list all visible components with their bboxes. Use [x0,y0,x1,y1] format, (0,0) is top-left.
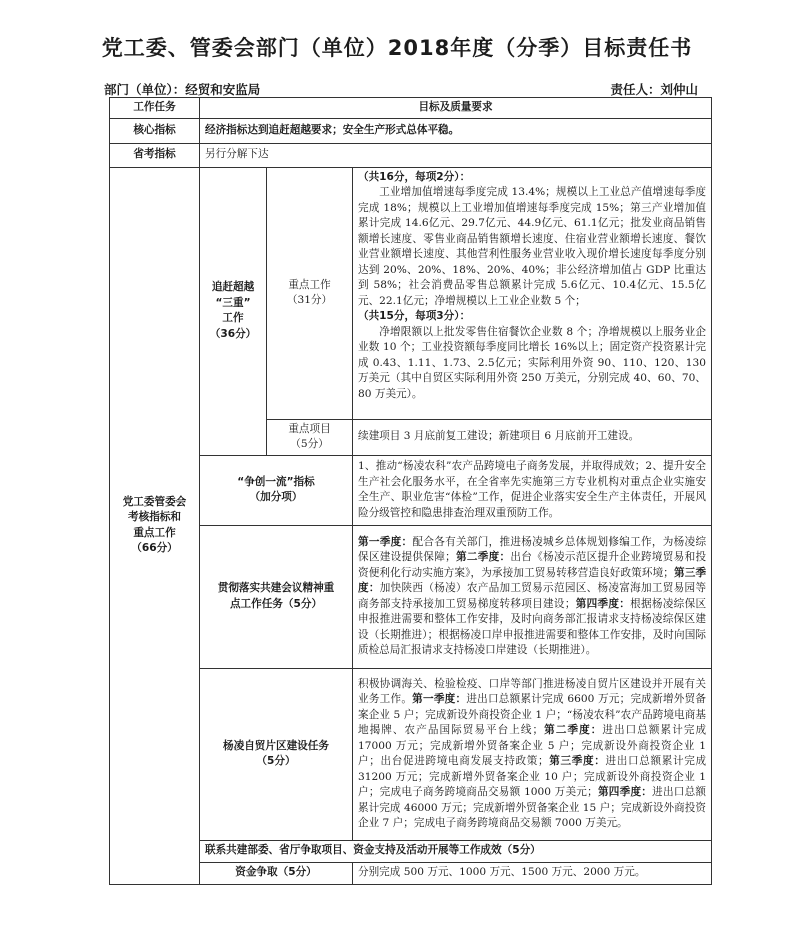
key-work-part1-body: 工业增加值增速每季度完成 13.4%；规模以上工业总产值增速每季度完成 18%；规模以上工业增加值增速每季度完成 15%；第三产业增加值累计完成 14.6亿元、29.7亿元、44.9亿元、61.1亿元；批发业商品销售额增长速度、零售业商品销售额增长速度、住宿业营业额增长速度、餐饮业营业额增长速度、其他营利性服务业营业收入现价增长速度每季度分别达到 20%、20%、18%、20%、40%；非公经济增加值占 GDP 比重达到 58%；社会消费品零售总额累计完成 5.6亿元、10.4亿元、15.5亿元、22.1亿元；净增规模以上工业企业数 5 个； [358,186,707,307]
document-title: 党工委、管委会部门（单位）2018年度（分季）目标责任书 [101,36,693,60]
catch-up-label [200,167,267,455]
core-label: 核心指标 [110,118,200,143]
department-label: 部门（单位）： [104,82,186,97]
implement-q3-label: 第三季度： [358,566,707,594]
implement-q1-label: 第一季度： [358,535,413,548]
implement-q2-text: 出台《杨凌示范区提升企业跨境贸易和投资便利化行动实施方案》，为承接加工贸易转移营造良好政策环境； [358,551,707,579]
key-work-part2-head: （共15分，每项3分）： [358,310,471,322]
core-row [110,118,712,143]
section-label-line3: 重点工作 [133,526,176,539]
ftz-q1-label: 第一季度： [412,693,467,705]
ftz-q1-text: 进出口总额累计完成 6600 万元；完成新增外贸备案企业 5 户；完成新设外商投资企业 1 户；“杨凌农科”农产品跨境电商基地揭牌、农产品国际贸易平台上线； [358,693,707,736]
joint-text: 联系共建部委、省厅争取项目、资金支持及活动开展等工作成效（5分） [200,840,712,862]
key-project-text: 续建项目 3 月底前复工建设；新建项目 6 月底前开工建设。 [353,419,712,455]
first-class-label-line2: （加分项） [249,491,303,503]
ftz-intro: 积极协调海关、检验检疫、口岸等部门推进杨凌自贸片区建设并开展有关业务工作。 [358,677,707,705]
owner-value: 刘仲山 [660,82,698,97]
key-project-label [267,419,353,455]
funding-row [110,862,712,884]
owner-line [610,80,698,98]
implement-q1-text: 配合各有关部门，推进杨凌城乡总体规划修编工作，为杨凌综保区建设提供保障； [358,535,707,563]
section-label [110,167,200,884]
section-label-line1: 党工委管委会 [122,495,187,508]
first-class-row [110,455,712,525]
ftz-q4-label: 第四季度： [597,786,653,798]
section-label-line4: （66分） [131,542,178,554]
ftz-q3-text: 进出口总额累计完成 31200 万元；完成新增外贸备案企业 10 户；完成新设外商投资企业 1 户；完成电子商务跨境商品交易额 1000 万美元； [358,755,707,798]
ftz-text [353,668,712,840]
ftz-label-line2: （5分） [256,755,296,767]
funding-label: 资金争取（5分） [200,862,353,884]
section-label-line2: 考核指标和 [128,511,181,523]
key-work-label [267,167,353,419]
ftz-q4-text: 进出口总额累计完成 46000 万元；完成新增外贸备案企业 15 户；完成新设外商投资企业 7 户；完成电子商务跨境商品交易额 7000 万美元。 [358,786,707,829]
implement-q4-text: 根据杨凌综保区申报推进需要和整体工作安排，及时向商务部汇报请求支持杨凌综保区建设（长期推进）；根据杨凌口岸申报推进需要和整体工作安排，及时向国际质检总局汇报请求支持杨凌口岸建设（长期推进）。 [358,597,707,656]
implement-label-line2: 点工作任务（5分） [229,597,323,610]
implement-label-line1: 贯彻落实共建会议精神重 [217,582,335,594]
provincial-row [110,143,712,167]
first-class-label-line1: “争创一流”指标 [237,475,315,488]
implement-text [353,525,712,668]
owner-label: 责任人： [610,82,661,97]
key-project-label-line2: （5分） [290,438,329,450]
responsibility-table [109,97,712,885]
funding-text: 分别完成 500 万元、1000 万元、1500 万元、2000 万元。 [353,862,712,884]
core-text: 经济指标达到追赶超越要求；安全生产形式总体平稳。 [200,118,712,143]
header-task-cell: 工作任务 [110,98,200,119]
key-work-part1-head: （共16分，每项2分）： [358,170,471,183]
ftz-label [200,668,353,840]
table-header-row [110,98,712,119]
catch-up-label-line4: （36分） [209,327,257,340]
ftz-q2-label: 第二季度： [543,724,603,736]
key-project-label-line1: 重点项目 [288,422,331,435]
provincial-label: 省考指标 [110,143,200,167]
ftz-q3-label: 第三季度： [548,755,606,767]
key-work-row [110,167,712,419]
provincial-text: 另行分解下达 [200,143,712,167]
key-work-label-line2: （31分） [286,294,333,306]
ftz-q2-text: 进出口总额累计完成 17000 万元；完成新增外贸备案企业 5 户；完成新设外商投资企业 1 户；出台促进跨境电商发展支持政策； [358,724,707,767]
key-work-label-line1: 重点工作 [288,278,331,291]
key-work-part2-body: 净增限额以上批发零售住宿餐饮企业数 8 个；净增规模以上服务业企业数 10 个；工业投资额每季度同比增长 16%以上；固定资产投资累计完成 0.43、1.11、1.73、2.5亿元；实际利用外资 90、110、120、130 万美元（其中自贸区实际利用外资 250 万美元，分别完成 40、60、70、80 万美元）。 [358,325,707,400]
department-line [104,80,260,98]
first-class-label [200,455,353,525]
implement-label [200,525,353,668]
first-class-text: 1、推动“杨凌农科”农产品跨境电子商务发展，并取得成效；2、提升安全生产社会化服务水平，在全省率先实施第三方专业机构对重点企业实施安全生产、职业危害“体检”工作，促进企业落实安全生产主体责任，开展风险分级管控和隐患排查治理双重预防工作。 [353,455,712,525]
key-work-text [353,167,712,419]
department-value: 经贸和安监局 [185,82,261,97]
ftz-row [110,668,712,840]
joint-row [110,840,712,862]
ftz-label-line1: 杨凌自贸片区建设任务 [223,739,329,752]
implement-q4-label: 第四季度： [575,597,631,610]
catch-up-label-line2: “三重” [215,296,251,309]
implement-q3-text: 加快陕西（杨凌）农产品加工贸易示范园区、杨凌富海加工贸易园等商务部支持承接加工贸易梯度转移项目建设； [358,582,707,610]
catch-up-label-line1: 追赶超越 [211,281,255,293]
implement-row [110,525,712,668]
implement-q2-label: 第二季度： [455,551,511,563]
header-goal-cell: 目标及质量要求 [200,98,712,119]
catch-up-label-line3: 工作 [222,312,244,324]
